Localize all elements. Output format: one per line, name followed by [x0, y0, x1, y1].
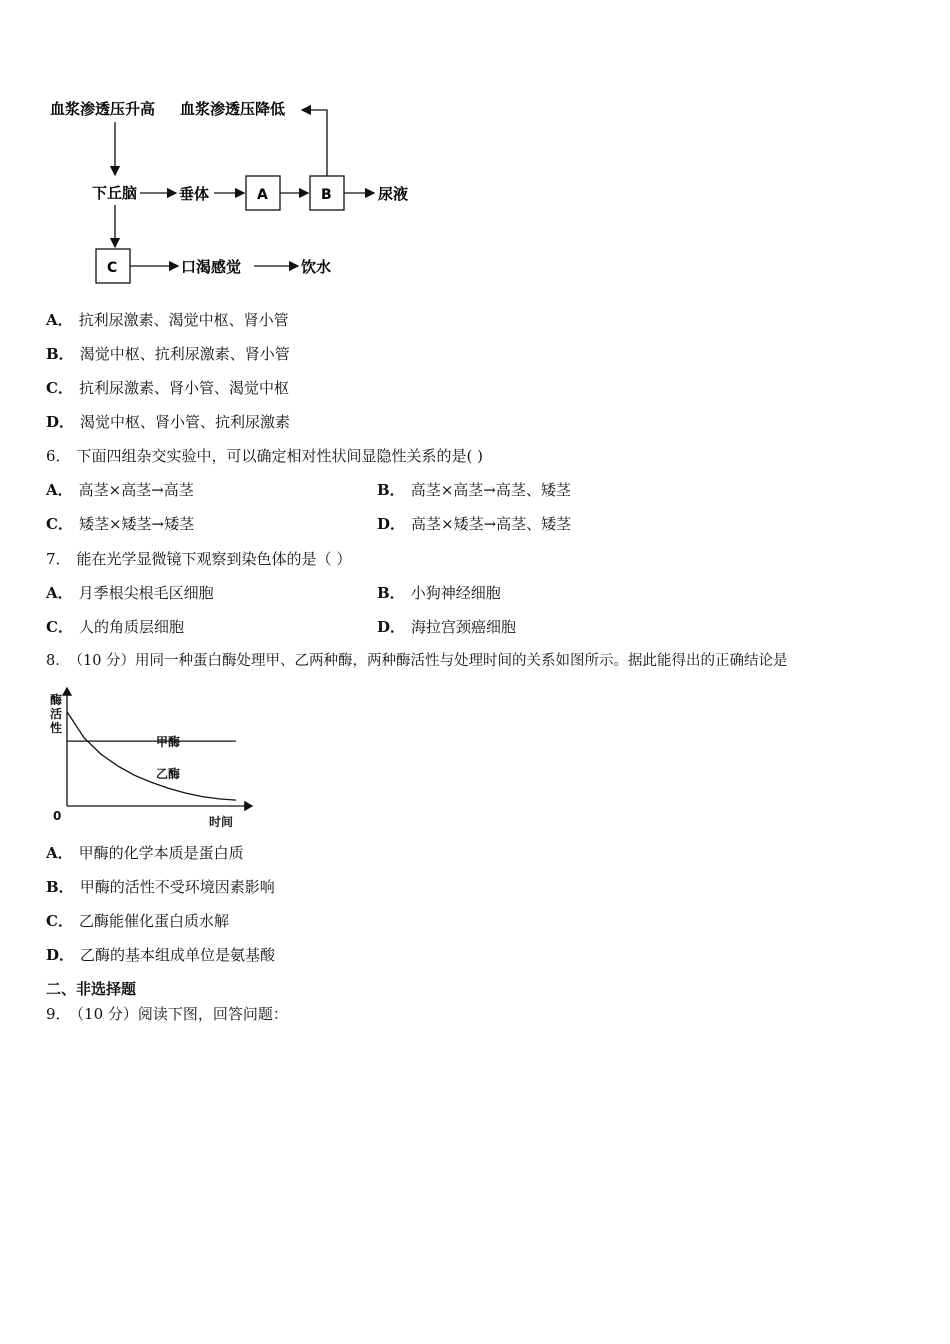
series-jia-label: 甲酶 — [156, 735, 181, 749]
thirst-label: 口渴感觉 — [181, 258, 242, 276]
question-number: 9． — [46, 1005, 71, 1023]
q7-option-a — [46, 583, 214, 603]
question-text: 能在光学显微镜下观察到染色体的是（ ） — [76, 550, 352, 568]
q6-stem — [46, 446, 483, 466]
question-number: 7． — [46, 550, 71, 568]
option-label: A． — [46, 311, 73, 329]
q7-option-c — [46, 617, 184, 637]
q5-option-d — [46, 412, 290, 432]
q8-option-b — [46, 877, 275, 897]
option-text: 抗利尿激素、肾小管、渴觉中枢 — [78, 379, 289, 397]
y-axis-label-3: 性 — [50, 721, 63, 735]
option-label: B． — [46, 878, 74, 896]
plasma-osmotic-low: 血浆渗透压降低 — [180, 100, 286, 118]
option-text: 抗利尿激素、渴觉中枢、肾小管 — [78, 311, 289, 329]
option-label: B． — [377, 481, 405, 499]
option-label: C． — [46, 618, 73, 636]
question-text: （10 分）用同一种蛋白酶处理甲、乙两种酶，两种酶活性与处理时间的关系如图所示。据此能得出的正确结论是 — [75, 653, 788, 669]
urine-label: 尿液 — [378, 185, 409, 203]
option-label: D． — [46, 946, 75, 964]
option-text: 矮茎×矮茎→矮茎 — [78, 515, 195, 533]
q7-option-b — [377, 583, 501, 603]
box-a-label: A — [257, 187, 268, 203]
option-text: 乙酶的基本组成单位是氨基酸 — [80, 946, 276, 964]
enzyme-activity-chart — [44, 684, 264, 834]
question-text: 下面四组杂交实验中，可以确定相对性状间显隐性关系的是( ) — [76, 447, 484, 465]
q9-stem — [46, 1004, 288, 1024]
series-yi-label: 乙酶 — [156, 767, 181, 781]
q6-option-a — [46, 480, 194, 500]
origin-label: 0 — [53, 809, 62, 823]
option-label: A． — [46, 481, 73, 499]
q7-option-d — [377, 617, 516, 637]
drink-label: 饮水 — [301, 258, 332, 276]
water-balance-diagram — [40, 92, 460, 292]
question-number: 8． — [46, 653, 70, 669]
option-text: 小狗神经细胞 — [410, 584, 501, 602]
pituitary-label: 垂体 — [179, 185, 210, 203]
y-axis-label-2: 活 — [50, 707, 63, 721]
option-text: 海拉宫颈癌细胞 — [411, 618, 517, 636]
q6-option-d — [377, 514, 571, 534]
option-label: A． — [46, 844, 73, 862]
q6-option-c — [46, 514, 194, 534]
q5-option-b — [46, 344, 290, 364]
q8-stem — [46, 651, 788, 671]
option-text: 月季根尖根毛区细胞 — [78, 584, 214, 602]
question-number: 6． — [46, 447, 71, 465]
option-label: C． — [46, 912, 73, 930]
option-label: B． — [377, 584, 405, 602]
arrow-b-to-low — [302, 110, 327, 176]
box-b-label: B — [321, 187, 332, 203]
q5-option-c — [46, 378, 289, 398]
option-text: 高茎×矮茎→高茎、矮茎 — [411, 515, 572, 533]
q8-option-d — [46, 945, 275, 965]
option-text: 乙酶能催化蛋白质水解 — [78, 912, 229, 930]
q8-option-c — [46, 911, 229, 931]
plasma-osmotic-high: 血浆渗透压升高 — [50, 100, 156, 118]
option-label: D． — [377, 515, 406, 533]
section-heading: 二、非选择题 — [46, 980, 137, 998]
option-text: 人的角质层细胞 — [78, 618, 184, 636]
option-label: D． — [377, 618, 406, 636]
option-text: 渴觉中枢、抗利尿激素、肾小管 — [79, 345, 290, 363]
q5-option-a — [46, 310, 289, 330]
option-text: 渴觉中枢、肾小管、抗利尿激素 — [80, 413, 291, 431]
option-label: A． — [46, 584, 73, 602]
option-label: D． — [46, 413, 75, 431]
option-text: 甲酶的化学本质是蛋白质 — [78, 844, 244, 862]
option-text: 高茎×高茎→高茎、矮茎 — [410, 481, 571, 499]
question-text: （10 分）阅读下图，回答问题： — [76, 1005, 288, 1023]
option-text: 甲酶的活性不受环境因素影响 — [79, 878, 275, 896]
option-text: 高茎×高茎→高茎 — [78, 481, 194, 499]
hypothalamus-label: 下丘脑 — [92, 184, 138, 202]
q8-option-a — [46, 843, 244, 863]
option-label: B． — [46, 345, 74, 363]
box-c-label: C — [107, 260, 118, 276]
option-label: C． — [46, 515, 73, 533]
y-axis-label-1: 酶 — [50, 693, 63, 707]
x-axis-label: 时间 — [209, 815, 234, 829]
series-yi-line — [67, 712, 236, 801]
option-label: C． — [46, 379, 73, 397]
q6-option-b — [377, 480, 571, 500]
q7-stem — [46, 549, 351, 569]
